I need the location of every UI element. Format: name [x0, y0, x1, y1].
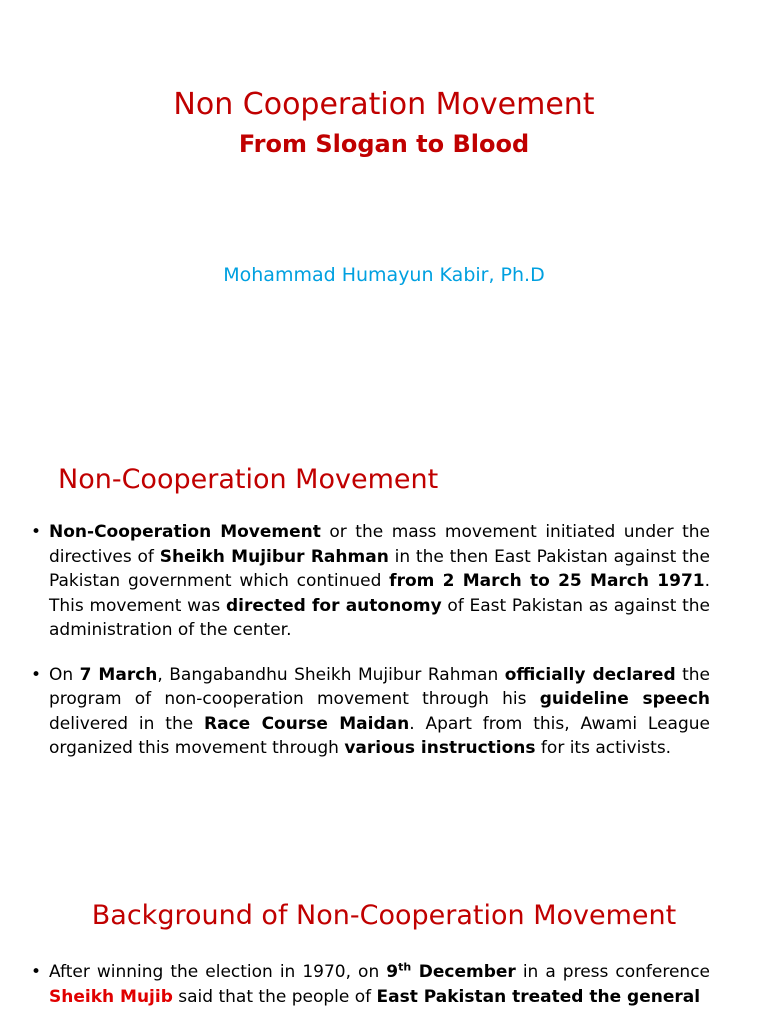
title-slide: [0, 0, 768, 440]
body-text: . This movement was: [49, 571, 711, 616]
red-emphasis-text: Sheikh Mujib: [49, 986, 173, 1007]
bold-text: from 2 March to 25 March 1971: [389, 571, 705, 591]
bold-text: [386, 962, 516, 982]
bold-text: Sheikh Mujibur Rahman: [159, 546, 389, 567]
bullet-item: [28, 663, 710, 761]
background-bullet-list: [28, 960, 710, 1009]
overview-bullet-list: [28, 520, 710, 761]
body-text: for its activists.: [535, 738, 672, 758]
background-slide: [0, 860, 768, 1024]
body-text: , Bangabandhu Sheikh Mujibur Rahman: [157, 664, 505, 685]
body-text: said that the people of: [172, 986, 377, 1007]
overview-heading: Non-Cooperation Movement: [58, 464, 439, 495]
bullet-dot: •: [31, 962, 42, 982]
body-text: in a press conference: [515, 962, 711, 982]
bold-text: 7 March: [79, 664, 158, 685]
background-heading: Background of Non-Cooperation Movement: [91, 900, 677, 931]
bold-text: various instructions: [344, 738, 536, 758]
bold-text: officially declared: [504, 664, 676, 685]
author-name: Mohammad Humayun Kabir, Ph.D: [223, 264, 545, 286]
bold-text: guideline speech: [539, 689, 711, 709]
body-text: of East Pakistan as against the administration of the center.: [49, 595, 710, 640]
body-text: in the then East Pakistan against the Pakistan government which continued: [49, 546, 711, 591]
bullet-dot: •: [31, 522, 42, 542]
body-text: delivered in the: [49, 713, 205, 734]
slide-title: Non Cooperation Movement: [173, 87, 595, 122]
ordinal-suffix: th: [398, 960, 412, 974]
overview-slide: [0, 440, 768, 860]
bullet-item: [28, 520, 710, 643]
month-text: December: [411, 962, 516, 982]
date-number: 9: [386, 962, 399, 982]
bold-text: Non-Cooperation Movement: [49, 522, 321, 542]
bold-text: East Pakistan treated the general: [376, 986, 701, 1007]
body-text: After winning the election in 1970, on: [49, 962, 387, 982]
slide-subtitle: From Slogan to Blood: [238, 130, 530, 158]
bullet-dot: •: [31, 664, 42, 685]
body-text: On: [49, 664, 80, 685]
bold-text: Race Course Maidan: [204, 713, 410, 734]
body-text: the program of non-cooperation movement through his: [49, 664, 710, 709]
body-text: or the mass movement initiated under the directives of: [49, 522, 710, 567]
bullet-item: [28, 960, 710, 1009]
body-text: . Apart from this, Awami League organized this movement through: [49, 713, 710, 758]
bold-text: directed for autonomy: [225, 595, 442, 616]
